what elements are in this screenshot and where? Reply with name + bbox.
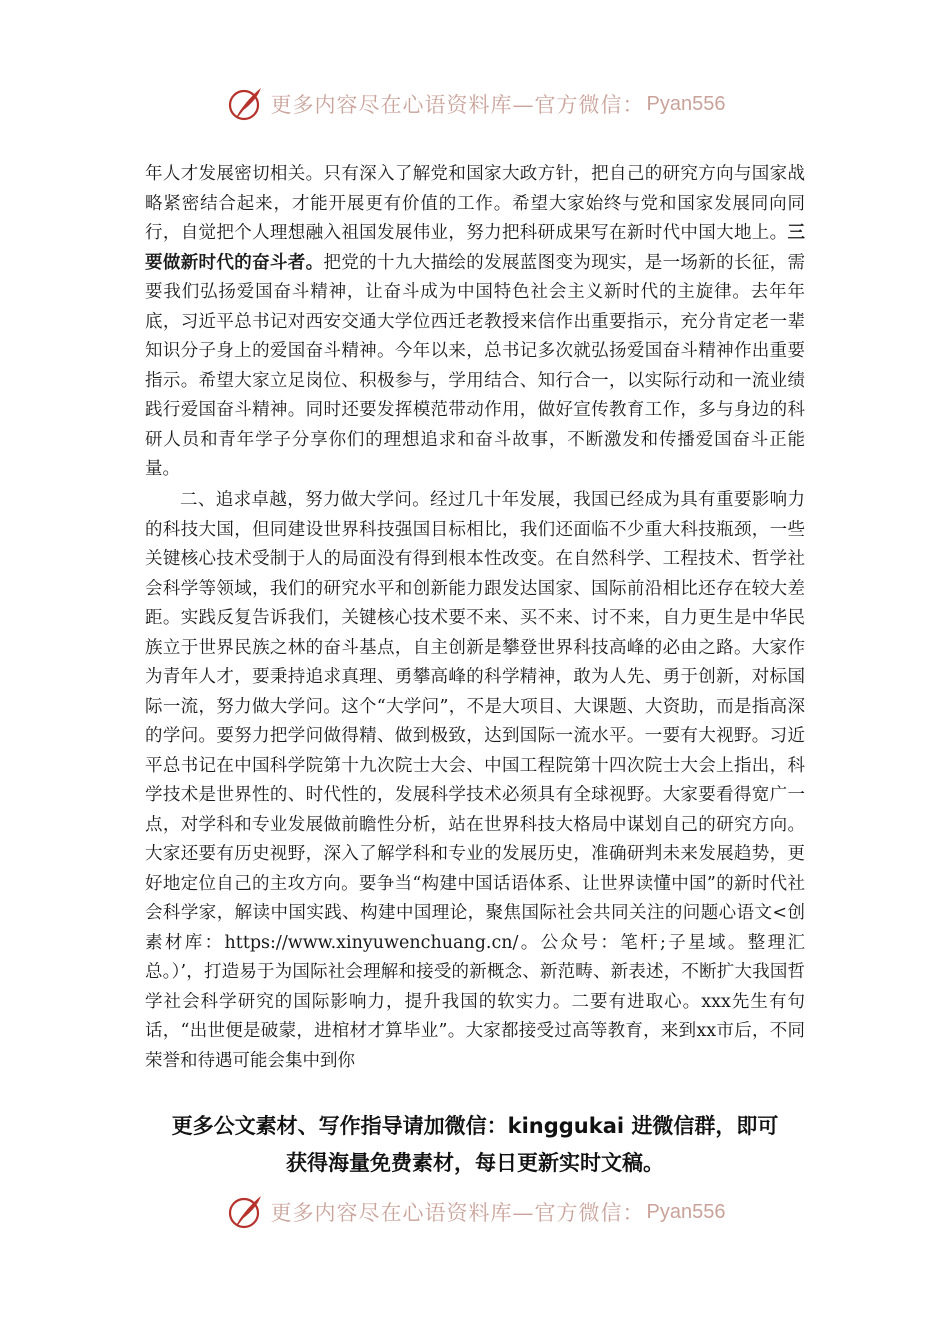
footer-banner-text: 更多内容尽在心语资料库—官方微信：	[270, 1201, 645, 1225]
body-paragraph-2: 二、追求卓越，努力做大学问。经过几十年发展，我国已经成为具有重要影响力的科技大国，但同建设世界科技强国目标相比，我们还面临不少重大科技瓶颈，一些关键核心技术受制于人的局面没有得到根本性改变。在自然科学、工程技术、哲学社会科学等领域，我们的研究水平和创新能力跟发达国家、国际前沿相比还存在较大差距。实践反复告诉我们，关键核心技术要不来、买不来、讨不来，自力更生是中华民族立于世界民族之林的奋斗基点，自主创新是攀登世界科技高峰的必由之路。大家作为青年人才，要秉持追求真理、勇攀高峰的科学精神，敢为人先、勇于创新，对标国际一流，努力做大学问。这个“大学问”，不是大项目、大课题、大资助，而是指高深的学问。要努力把学问做得精、做到极致，达到国际一流水平。一要有大视野。习近平总书记在中国科学院第十九次院士大会、中国工程院第十四次院士大会上指出，科学技术是世界性的、时代性的，发展科学技术必须具有全球视野。大家要看得宽广一点，对学科和专业发展做前瞻性分析，站在世界科技大格局中谋划自己的研究方向。大家还要有历史视野，深入了解学科和专业的发展历史，准确研判未来发展趋势，更好地定位自己的主攻方向。要争当“构建中国话语体系、让世界读懂中国”的新时代社会科学家，解读中国实践、构建中国理论，聚焦国际社会共同关注的问题心语文<创素材库：https://www.xinyuwenchuang.cn/。公众号：笔杆;子星域。整理汇总。）’，打造易于为国际社会理解和接受的新概念、新范畴、新表述，不断扩大我国哲学社会科学研究的国际影响力，提升我国的软实力。二要有进取心。xxx先生有句话，“出世便是破蒙，进棺材才算毕业”。大家都接受过高等教育，来到xx市后，不同荣誉和待遇可能会集中到你	[145, 490, 805, 1071]
footer-banner	[0, 1190, 950, 1234]
promo-line-1: 更多公文素材、写作指导请加微信：kinggukai 进微信群，即可	[171, 1114, 779, 1138]
header-banner-text: 更多内容尽在心语资料库—官方微信：	[270, 93, 645, 117]
body-paragraph-1	[145, 160, 805, 485]
paragraph-1-text-a: 年人才发展密切相关。只有深入了解党和国家大政方针，把自己的研究方向与国家战略紧密结合起来，才能开展更有价值的工作。希望大家始终与党和国家发展同向同行，自觉把个人理想融入祖国发展伟业，努力把科研成果写在新时代中国大地上。	[145, 164, 805, 243]
header-banner	[0, 82, 950, 126]
promo-notice	[0, 1108, 950, 1182]
paragraph-1-text-b: 把党的十九大描绘的发展蓝图变为现实，是一场新的长征，需要我们弘扬爱国奋斗精神，让奋斗成为中国特色社会主义新时代的主旋律。去年年底，习近平总书记对西安交通大学位西迁老教授来信作出重要指示，充分肯定老一辈知识分子身上的爱国奋斗精神。今年以来，总书记多次就弘扬爱国奋斗精神作出重要指示。希望大家立足岗位、积极参与，学用结合、知行合一，以实际行动和一流业绩践行爱国奋斗精神。同时还要发挥模范带动作用，做好宣传教育工作，多与身边的科研人员和青年学子分享你们的理想追求和奋斗故事，不断激发和传播爱国奋斗正能量。	[145, 252, 806, 479]
header-banner-wechat-id: Pyan556	[646, 92, 726, 115]
paragraph-1-bold-heading: 三要做新时代的奋斗者。	[145, 223, 805, 273]
footer-banner-wechat-id: Pyan556	[646, 1200, 726, 1223]
promo-line-2: 获得海量免费素材，每日更新实时文稿。	[286, 1151, 664, 1175]
quill-pen-logo-icon	[225, 1192, 265, 1232]
quill-pen-logo-icon	[225, 84, 265, 124]
